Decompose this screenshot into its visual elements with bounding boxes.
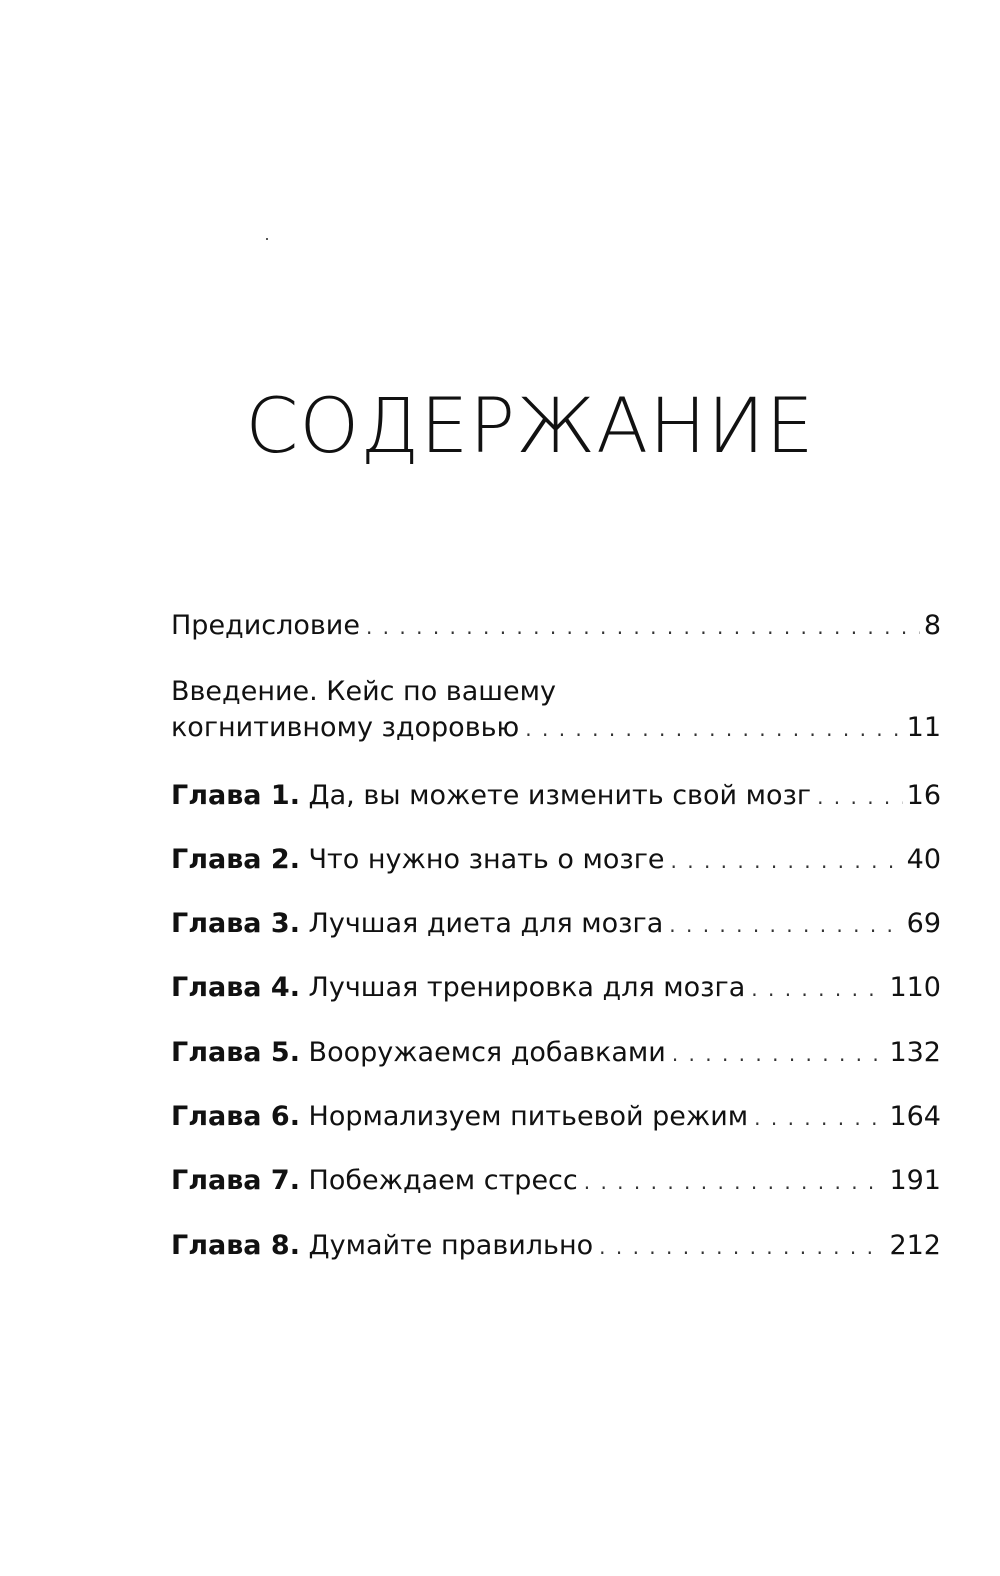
toc-entry-chapter-4 — [171, 970, 941, 1007]
toc-page-number: 11 — [906, 712, 941, 743]
toc-page-number: 110 — [889, 972, 941, 1003]
toc-entry-chapter-6 — [171, 1099, 941, 1136]
toc-chapter-number: Глава 5. — [171, 1037, 300, 1068]
toc-page-number: 164 — [889, 1101, 941, 1132]
dot-leader — [672, 1036, 886, 1072]
toc-page-number: 69 — [906, 908, 941, 939]
toc-chapter-number: Глава 4. — [171, 972, 300, 1003]
toc-entry-chapter-8 — [171, 1228, 941, 1265]
toc-page-number: 132 — [889, 1037, 941, 1068]
toc-entry-chapter-3 — [171, 906, 941, 943]
toc-entry-title: когнитивному здоровью — [171, 712, 520, 743]
toc-page-number: 8 — [923, 610, 941, 641]
toc-page-number: 40 — [906, 844, 941, 875]
toc-entry-title: Лучшая диета для мозга — [308, 908, 664, 939]
dot-leader — [669, 907, 902, 943]
toc-entry-title: Думайте правильно — [308, 1230, 594, 1261]
toc-entry-title: Что нужно знать о мозге — [308, 844, 665, 875]
dot-leader — [584, 1164, 886, 1200]
dot-leader — [525, 711, 902, 747]
toc-entry-title: Да, вы можете изменить свой мозг — [308, 780, 812, 811]
toc-entry-chapter-2 — [171, 842, 941, 879]
toc-page-number: 191 — [889, 1165, 941, 1196]
page-title: СОДЕРЖАНИЕ — [245, 381, 815, 470]
toc-entry-chapter-1 — [171, 778, 941, 815]
toc-page-number: 16 — [906, 780, 941, 811]
toc-entry-preface — [171, 608, 941, 645]
dot-leader — [751, 971, 885, 1007]
dot-leader — [366, 609, 920, 645]
dot-leader — [754, 1100, 885, 1136]
toc-entry-title-line1: Введение. Кейс по вашему — [171, 676, 556, 707]
toc-entry-chapter-5 — [171, 1035, 941, 1072]
toc-chapter-number: Глава 2. — [171, 844, 300, 875]
dot-leader — [599, 1229, 885, 1265]
toc-entry-title: Побеждаем стресс — [308, 1165, 578, 1196]
toc-chapter-number: Глава 8. — [171, 1230, 300, 1261]
toc-page-number: 212 — [889, 1230, 941, 1261]
stray-dot — [266, 238, 268, 240]
toc-entry-title: Нормализуем питьевой режим — [308, 1101, 749, 1132]
toc-chapter-number: Глава 7. — [171, 1165, 300, 1196]
toc-entry-introduction — [171, 674, 941, 747]
toc-entry-title: Лучшая тренировка для мозга — [308, 972, 746, 1003]
toc-chapter-number: Глава 6. — [171, 1101, 300, 1132]
toc-entry-title: Предисловие — [171, 610, 360, 641]
dot-leader — [817, 779, 903, 815]
toc-chapter-number: Глава 1. — [171, 780, 300, 811]
dot-leader — [671, 843, 903, 879]
toc-entry-title: Вооружаемся добавками — [308, 1037, 666, 1068]
toc-entry-chapter-7 — [171, 1163, 941, 1200]
toc-chapter-number: Глава 3. — [171, 908, 300, 939]
